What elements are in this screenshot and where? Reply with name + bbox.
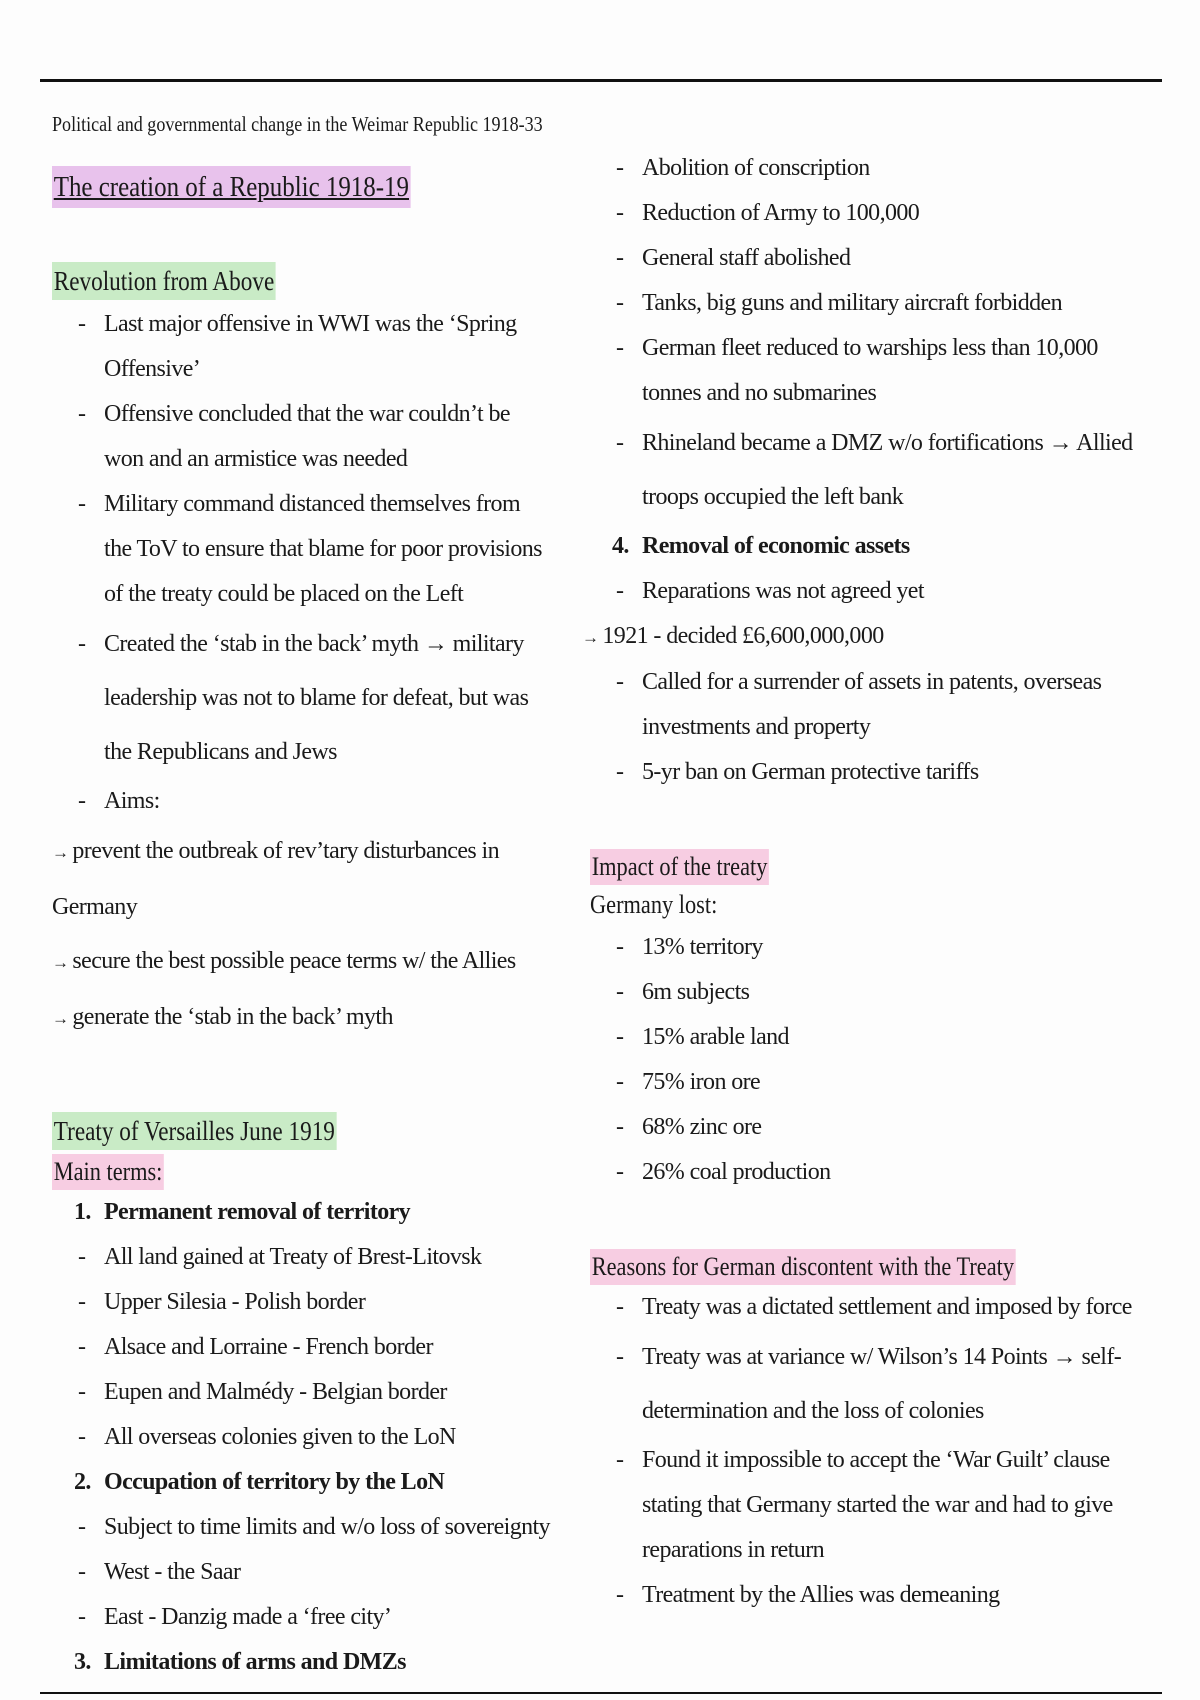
list-item: - Treatment by the Allies was demeaning (616, 1582, 1000, 1608)
term-3-items (590, 146, 1150, 524)
arrow-item: → 1921 - decided £6,600,000,000 (582, 623, 884, 649)
list-item: - East - Danzig made a ‘free city’ (78, 1604, 392, 1630)
bottom-rule (40, 1692, 1162, 1694)
document-title: Political and governmental change in the Weimar Republic 1918-33 (52, 112, 543, 136)
list-item: - All overseas colonies given to the LoN (78, 1424, 456, 1450)
list-item: - Rhineland became a DMZ w/o fortifications → Allied troops occupied the left bank (616, 430, 1133, 510)
list-item: - Offensive concluded that the war couldn’t be won and an armistice was needed (78, 401, 510, 472)
list-item: - 13% territory (616, 934, 763, 960)
list-item: - Abolition of conscription (616, 155, 870, 181)
list-item: - All land gained at Treaty of Brest-Litovsk (78, 1244, 482, 1270)
list-item: - 75% iron ore (616, 1069, 761, 1095)
heading-treaty: Treaty of Versailles June 1919 (52, 1112, 337, 1150)
aims-list (52, 824, 552, 1046)
list-item: - Reparations was not agreed yet (616, 578, 924, 604)
numbered-heading: 3. Limitations of arms and DMZs (74, 1649, 406, 1675)
term-4 (582, 524, 1150, 795)
list-item: - Found it impossible to accept the ‘War Guilt’ clause stating that Germany started the war and had to give reparations in return (616, 1447, 1113, 1563)
list-item: - German fleet reduced to warships less than 10,000 tonnes and no submarines (616, 335, 1098, 406)
heading-revolution: Revolution from Above (52, 262, 276, 300)
list-item: - Military command distanced themselves from the ToV to ensure that blame for poor provisions of the treaty could be placed on the Left (78, 491, 542, 607)
arrow-item: → secure the best possible peace terms w/ the Allies (52, 948, 516, 974)
list-item: - Treaty was at variance w/ Wilson’s 14 Points → self-determination and the loss of colonies (616, 1344, 1122, 1424)
left-column (52, 104, 552, 1685)
section-heading-creation: The creation of a Republic 1918-19 (52, 166, 411, 208)
list-item: - Alsace and Lorraine - French border (78, 1334, 433, 1360)
list-item: - Tanks, big guns and military aircraft forbidden (616, 290, 1062, 316)
list-item: - 6m subjects (616, 979, 750, 1005)
impact-list (590, 925, 1150, 1195)
heading-impact: Impact of the treaty (590, 849, 769, 885)
impact-intro: Germany lost: (590, 890, 718, 919)
top-rule (40, 79, 1162, 82)
arrow-item: → generate the ‘stab in the back’ myth (52, 1004, 393, 1030)
list-item: - 15% arable land (616, 1024, 789, 1050)
list-item: - Created the ‘stab in the back’ myth → military leadership was not to blame for defeat, but was the Republicans and Jews (78, 631, 529, 765)
revolution-list (52, 302, 552, 824)
list-item: - Reduction of Army to 100,000 (616, 200, 920, 226)
list-item: - Aims: (78, 788, 160, 814)
subheading-main-terms: Main terms: (52, 1154, 164, 1190)
list-item: - Eupen and Malmédy - Belgian border (78, 1379, 447, 1405)
list-item: - 5-yr ban on German protective tariffs (616, 759, 979, 785)
list-item: - Subject to time limits and w/o loss of sovereignty (78, 1514, 550, 1540)
list-item: - 26% coal production (616, 1159, 831, 1185)
term-1 (52, 1190, 552, 1460)
discontent-list (590, 1285, 1150, 1618)
arrow-item: → prevent the outbreak of rev’tary disturbances in Germany (52, 838, 499, 920)
heading-discontent: Reasons for German discontent with the Treaty (590, 1249, 1016, 1285)
term-2 (52, 1460, 552, 1640)
numbered-heading: 2. Occupation of territory by the LoN (74, 1469, 445, 1495)
list-item: - Upper Silesia - Polish border (78, 1289, 366, 1315)
list-item: - Treaty was a dictated settlement and imposed by force (616, 1294, 1132, 1320)
list-item: - 68% zinc ore (616, 1114, 762, 1140)
list-item: - West - the Saar (78, 1559, 241, 1585)
list-item: - General staff abolished (616, 245, 851, 271)
numbered-heading: 4. Removal of economic assets (612, 533, 910, 559)
list-item: - Called for a surrender of assets in patents, overseas investments and property (616, 669, 1102, 740)
list-item: - Last major offensive in WWI was the ‘Spring Offensive’ (78, 311, 517, 382)
right-column (582, 146, 1150, 1618)
numbered-heading: 1. Permanent removal of territory (74, 1199, 411, 1225)
